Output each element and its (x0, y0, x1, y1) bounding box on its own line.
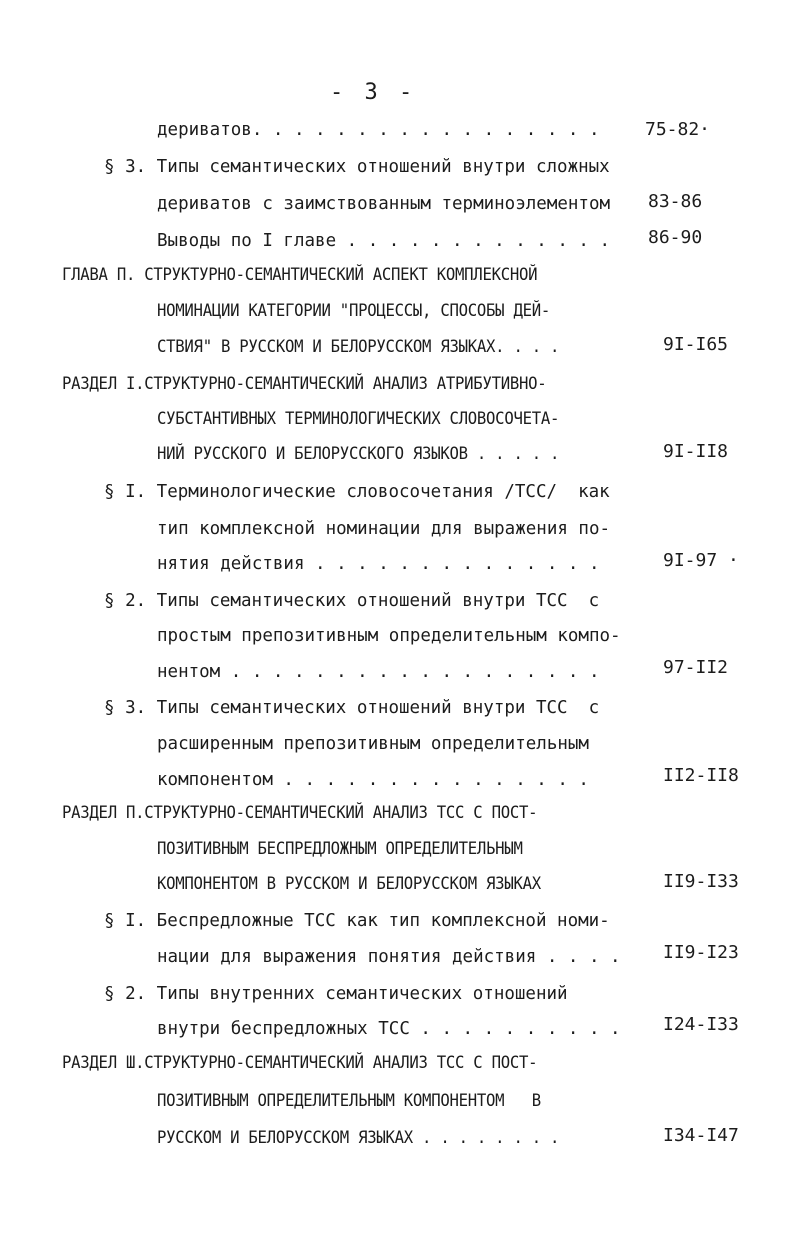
toc-chapter-heading: СТВИЯ" В РУССКОМ И БЕЛОРУССКОМ ЯЗЫКАХ. . . . (157, 337, 560, 357)
toc-page-number: II9-I23 (663, 942, 739, 963)
toc-page-number: 83-86 (648, 191, 703, 212)
toc-section-heading: РАЗДЕЛ I.СТРУКТУРНО-СЕМАНТИЧЕСКИЙ АНАЛИЗ АТРИБУТИВНО- (62, 374, 547, 394)
toc-line: нентом . . . . . . . . . . . . . . . . . . (157, 662, 600, 682)
toc-page-number: 75-82· (645, 119, 711, 140)
toc-page-number: 9I-I65 (663, 334, 729, 355)
toc-chapter-heading: ГЛАВА П. СТРУКТУРНО-СЕМАНТИЧЕСКИЙ АСПЕКТ КОМПЛЕКСНОЙ (62, 265, 538, 285)
toc-line: нации для выражения понятия действия . . . . (157, 947, 621, 967)
toc-line: расширенным препозитивным определительным (157, 734, 589, 754)
toc-line: дериватов с заимствованным терминоэлементом (157, 194, 611, 214)
toc-line: тип комплексной номинации для выражения по- (157, 519, 611, 539)
toc-page-number: 9I-II8 (663, 441, 729, 462)
toc-line: § I. Терминологические словосочетания /ТСС/ как (104, 482, 610, 502)
toc-page-number: II9-I33 (663, 871, 739, 892)
toc-line: нятия действия . . . . . . . . . . . . . . (157, 554, 600, 574)
toc-line: § 2. Типы внутренних семантических отношений (104, 984, 568, 1004)
toc-line: дериватов. . . . . . . . . . . . . . . . . (157, 120, 600, 140)
toc-page-number: 97-II2 (663, 657, 729, 678)
toc-section-heading: ПОЗИТИВНЫМ БЕСПРЕДЛОЖНЫМ ОПРЕДЕЛИТЕЛЬНЫМ (157, 839, 523, 859)
toc-line: § 3. Типы семантических отношений внутри сложных (104, 157, 610, 177)
toc-line: компонентом . . . . . . . . . . . . . . . (157, 770, 589, 790)
toc-line: § I. Беспредложные ТСС как тип комплексной номи- (104, 911, 610, 931)
toc-section-heading: РУССКОМ И БЕЛОРУССКОМ ЯЗЫКАХ . . . . . . . . (157, 1128, 560, 1148)
toc-page-number: II2-II8 (663, 765, 739, 786)
toc-line: § 3. Типы семантических отношений внутри ТСС с (104, 698, 600, 718)
toc-section-heading: РАЗДЕЛ П.СТРУКТУРНО-СЕМАНТИЧЕСКИЙ АНАЛИЗ ТСС С ПОСТ- (62, 803, 538, 823)
toc-section-heading: СУБСТАНТИВНЫХ ТЕРМИНОЛОГИЧЕСКИХ СЛОВОСОЧЕТА- (157, 409, 560, 429)
toc-line: Выводы по I главе . . . . . . . . . . . . . (157, 231, 611, 251)
toc-line: § 2. Типы семантических отношений внутри ТСС с (104, 591, 600, 611)
toc-page-number: I34-I47 (663, 1125, 739, 1146)
toc-page-number: I24-I33 (663, 1014, 739, 1035)
toc-section-heading: РАЗДЕЛ Ш.СТРУКТУРНО-СЕМАНТИЧЕСКИЙ АНАЛИЗ ТСС С ПОСТ- (62, 1053, 538, 1073)
toc-page-number: 86-90 (648, 227, 703, 248)
toc-section-heading: КОМПОНЕНТОМ В РУССКОМ И БЕЛОРУССКОМ ЯЗЫКАХ (157, 874, 541, 894)
toc-line: простым препозитивным определительным компо- (157, 626, 621, 646)
page-number: - 3 - (330, 80, 417, 105)
toc-section-heading: ПОЗИТИВНЫМ ОПРЕДЕЛИТЕЛЬНЫМ КОМПОНЕНТОМ В (157, 1091, 541, 1111)
toc-section-heading: НИЙ РУССКОГО И БЕЛОРУССКОГО ЯЗЫКОВ . . . . . (157, 444, 560, 464)
toc-chapter-heading: НОМИНАЦИИ КАТЕГОРИИ "ПРОЦЕССЫ, СПОСОБЫ ДЕЙ- (157, 301, 551, 321)
toc-line: внутри беспредложных ТСС . . . . . . . . . . (157, 1019, 621, 1039)
toc-page-number: 9I-97 · (663, 550, 739, 571)
